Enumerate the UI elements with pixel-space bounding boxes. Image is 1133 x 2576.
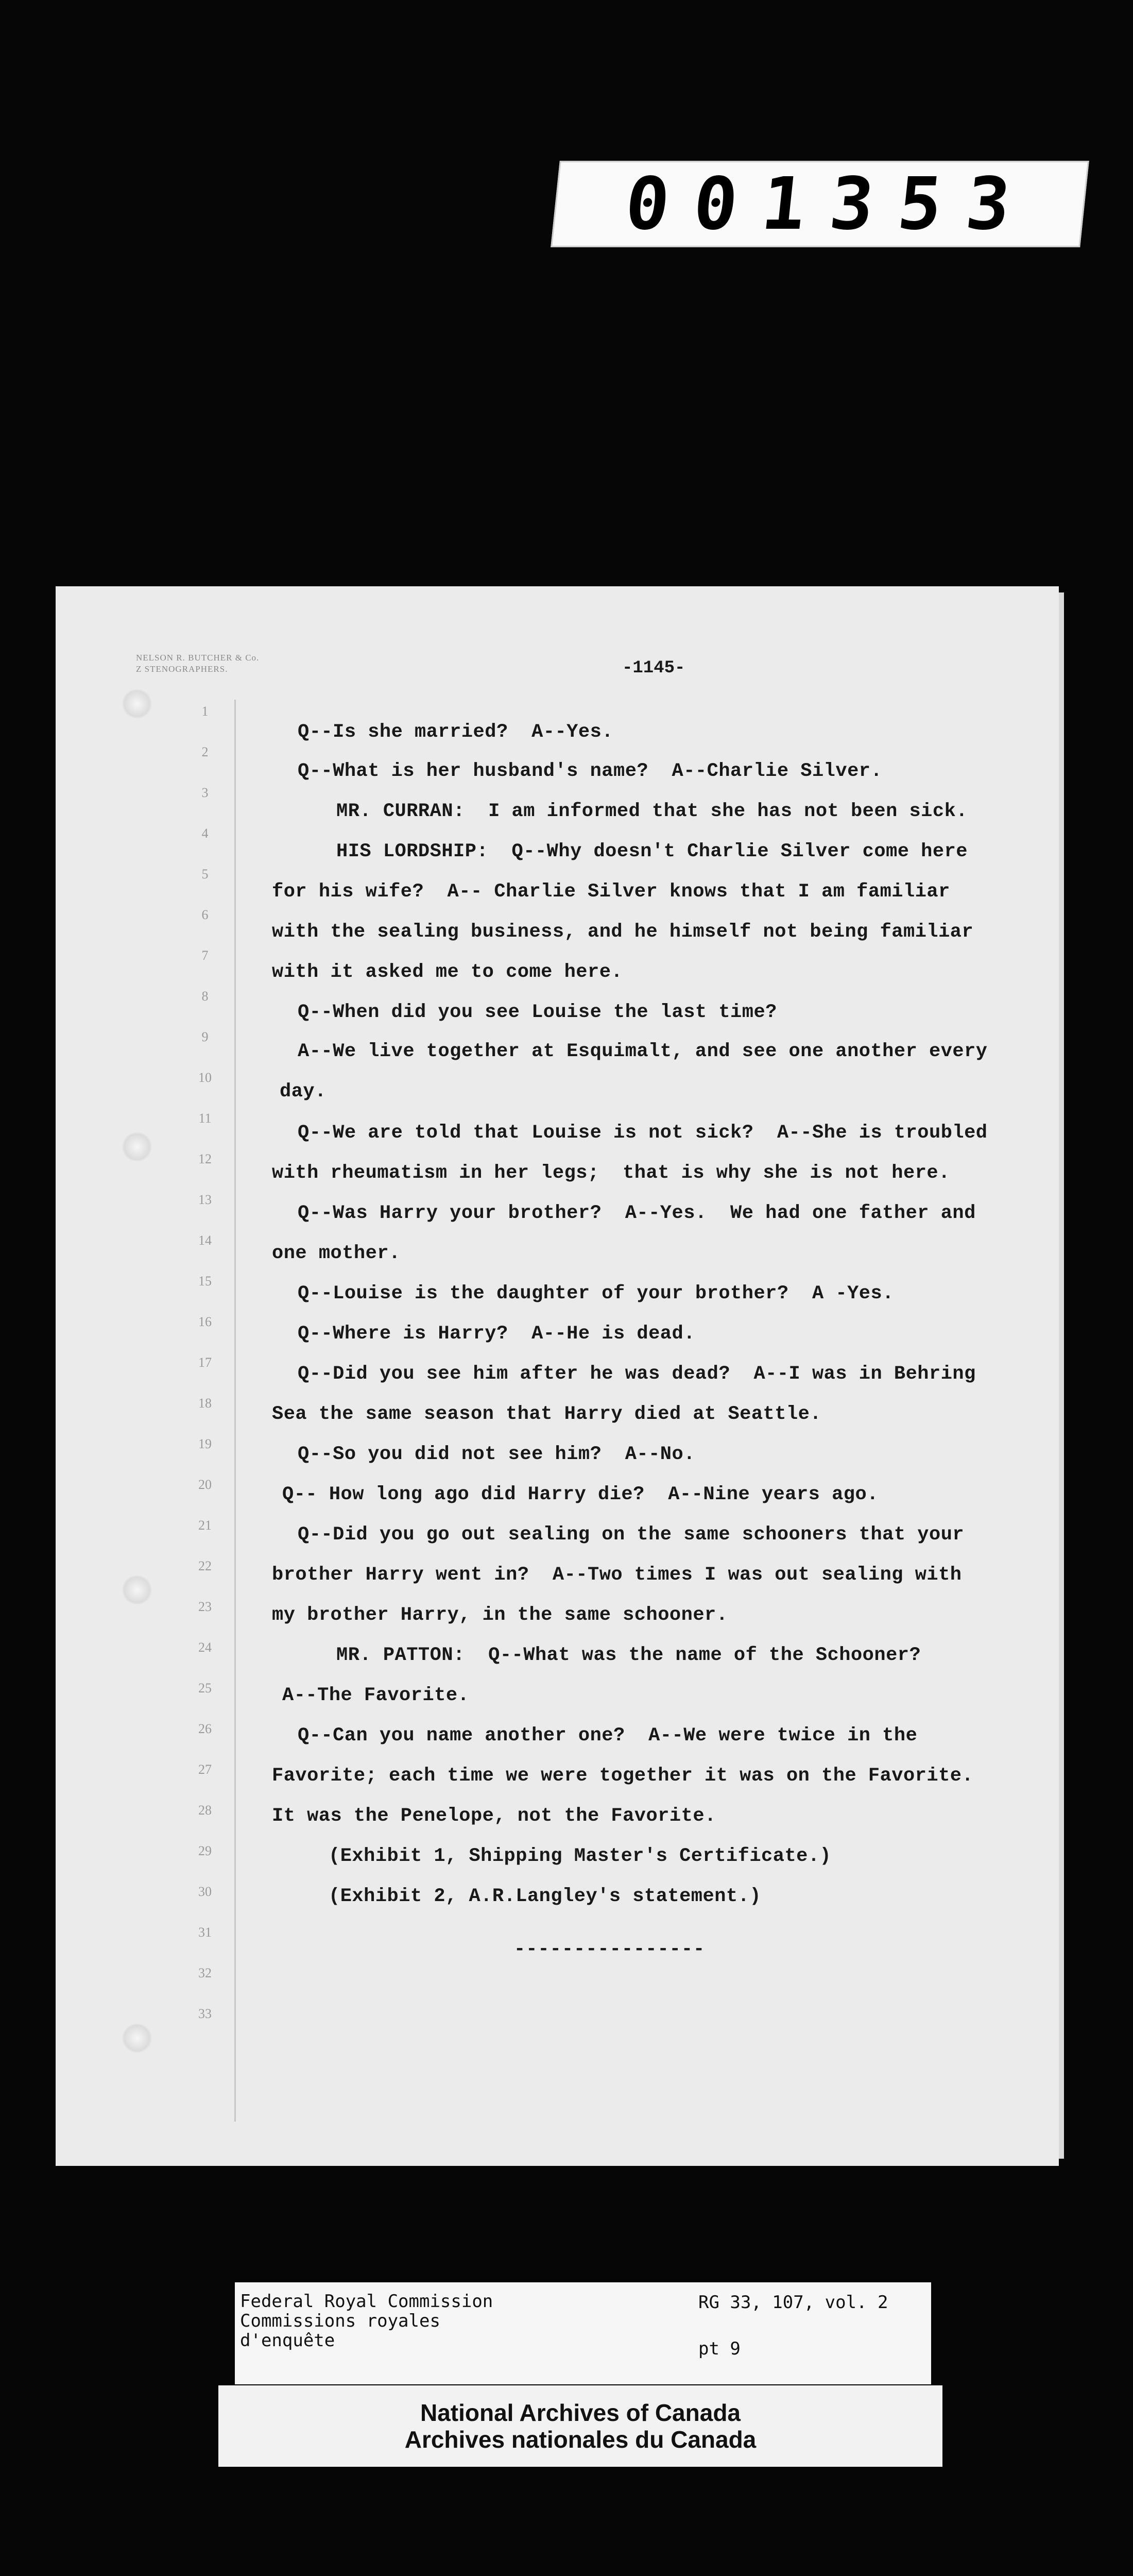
transcript-line: Q--When did you see Louise the last time? (298, 1002, 777, 1023)
transcript-line: Q--Louise is the daughter of your brother? A -Yes. (298, 1283, 894, 1304)
transcript-line: my brother Harry, in the same schooner. (272, 1604, 728, 1626)
line-number: 15 (198, 1274, 212, 1289)
line-number: 28 (198, 1803, 212, 1818)
line-number: 31 (198, 1925, 212, 1940)
line-number: 29 (198, 1843, 212, 1858)
line-number: 5 (201, 867, 209, 882)
line-number: 33 (198, 2006, 212, 2021)
line-number: 24 (198, 1640, 212, 1655)
transcript-line: Sea the same season that Harry died at Seattle. (272, 1403, 822, 1425)
transcript-line: one mother. (272, 1243, 401, 1264)
line-number: 19 (198, 1436, 212, 1451)
transcript-line: MR. PATTON: Q--What was the name of the Schooner? (336, 1645, 921, 1666)
line-number: 3 (201, 785, 209, 800)
line-number: 9 (201, 1029, 209, 1044)
transcript-line: Favorite; each time we were together it was on the Favorite. (272, 1765, 974, 1787)
punch-hole (122, 2024, 152, 2053)
line-number: 20 (198, 1477, 212, 1492)
archive-label (235, 2282, 931, 2384)
transcript-line: Q-- How long ago did Harry die? A--Nine years ago. (282, 1484, 879, 1505)
transcript-page (56, 586, 1059, 2166)
transcript-line: with rheumatism in her legs; that is why she is not here. (272, 1162, 950, 1184)
archives-name-en: National Archives of Canada (420, 2399, 741, 2426)
line-number: 7 (201, 948, 209, 963)
transcript-line: day. (280, 1081, 327, 1103)
line-number: 16 (198, 1314, 212, 1329)
archives-stamp (218, 2385, 942, 2467)
line-number: 1 (201, 704, 209, 719)
transcript-line: A--The Favorite. (282, 1685, 470, 1706)
line-number: 23 (198, 1599, 212, 1614)
line-number: 21 (198, 1518, 212, 1533)
transcript-line: A--We live together at Esquimalt, and see one another every (298, 1041, 988, 1062)
margin-rule (234, 700, 236, 2122)
letterhead (136, 652, 306, 675)
transcript-line: Q--Did you see him after he was dead? A--I was in Behring (298, 1363, 976, 1385)
collection-name (240, 2292, 493, 2350)
line-number: 27 (198, 1762, 212, 1777)
punch-hole (122, 689, 152, 718)
transcript-line: Q--We are told that Louise is not sick? A--She is troubled (298, 1122, 988, 1144)
transcript-line: Q--So you did not see him? A--No. (298, 1444, 695, 1465)
transcript-line: brother Harry went in? A--Two times I was out sealing with (272, 1564, 962, 1586)
punch-hole (122, 1575, 152, 1604)
transcript-line: with the sealing business, and he himself not being familiar (272, 921, 974, 943)
line-number: 8 (201, 989, 209, 1004)
line-number: 13 (198, 1192, 212, 1207)
transcript-line: Q--Was Harry your brother? A--Yes. We had one father and (298, 1202, 976, 1224)
collection-line: d'enquête (240, 2330, 335, 2351)
line-number: 4 (201, 826, 209, 841)
transcript-line: HIS LORDSHIP: Q--Why doesn't Charlie Silver come here (336, 841, 968, 862)
line-number: 32 (198, 1965, 212, 1980)
transcript-line: Q--What is her husband's name? A--Charlie Silver. (298, 760, 883, 782)
transcript-line: for his wife? A-- Charlie Silver knows that I am familiar (272, 881, 950, 903)
closing-rule: ---------------- (514, 1939, 706, 1960)
transcript-line: Q--Did you go out sealing on the same schooners that your (298, 1524, 965, 1546)
line-number: 30 (198, 1884, 212, 1899)
line-number: 10 (198, 1070, 212, 1085)
collection-line: Commissions royales (240, 2311, 440, 2331)
transcript-line: Q--Can you name another one? A--We were twice in the (298, 1725, 918, 1747)
letterhead-subtitle: Z STENOGRAPHERS. (136, 664, 228, 674)
line-number: 11 (198, 1111, 212, 1126)
line-number: 18 (198, 1396, 212, 1411)
transcript-line: MR. CURRAN: I am informed that she has not been sick. (336, 801, 968, 822)
transcript-line: Q--Where is Harry? A--He is dead. (298, 1323, 695, 1345)
line-number: 12 (198, 1151, 212, 1166)
frame-number: 001353 (551, 161, 1089, 247)
page-number: -1145- (622, 658, 685, 678)
transcript-line: (Exhibit 2, A.R.Langley's statement.) (329, 1886, 762, 1907)
line-number: 14 (198, 1233, 212, 1248)
line-number: 6 (201, 907, 209, 922)
transcript-line: (Exhibit 1, Shipping Master's Certificate.) (329, 1845, 832, 1867)
line-number: 26 (198, 1721, 212, 1736)
line-number: 22 (198, 1558, 212, 1573)
line-number: 25 (198, 1681, 212, 1696)
transcript-line: with it asked me to come here. (272, 961, 623, 983)
transcript-line: Q--Is she married? A--Yes. (298, 721, 613, 743)
archives-name-fr: Archives nationales du Canada (404, 2426, 757, 2453)
line-number: 17 (198, 1355, 212, 1370)
record-group-ref: RG 33, 107, vol. 2 (698, 2292, 888, 2313)
punch-hole (122, 1132, 152, 1161)
letterhead-firm: NELSON R. BUTCHER & Co. (136, 653, 260, 663)
collection-line: Federal Royal Commission (240, 2291, 493, 2312)
line-number: 2 (201, 744, 209, 759)
part-number: pt 9 (698, 2338, 741, 2359)
transcript-line: It was the Penelope, not the Favorite. (272, 1805, 716, 1827)
